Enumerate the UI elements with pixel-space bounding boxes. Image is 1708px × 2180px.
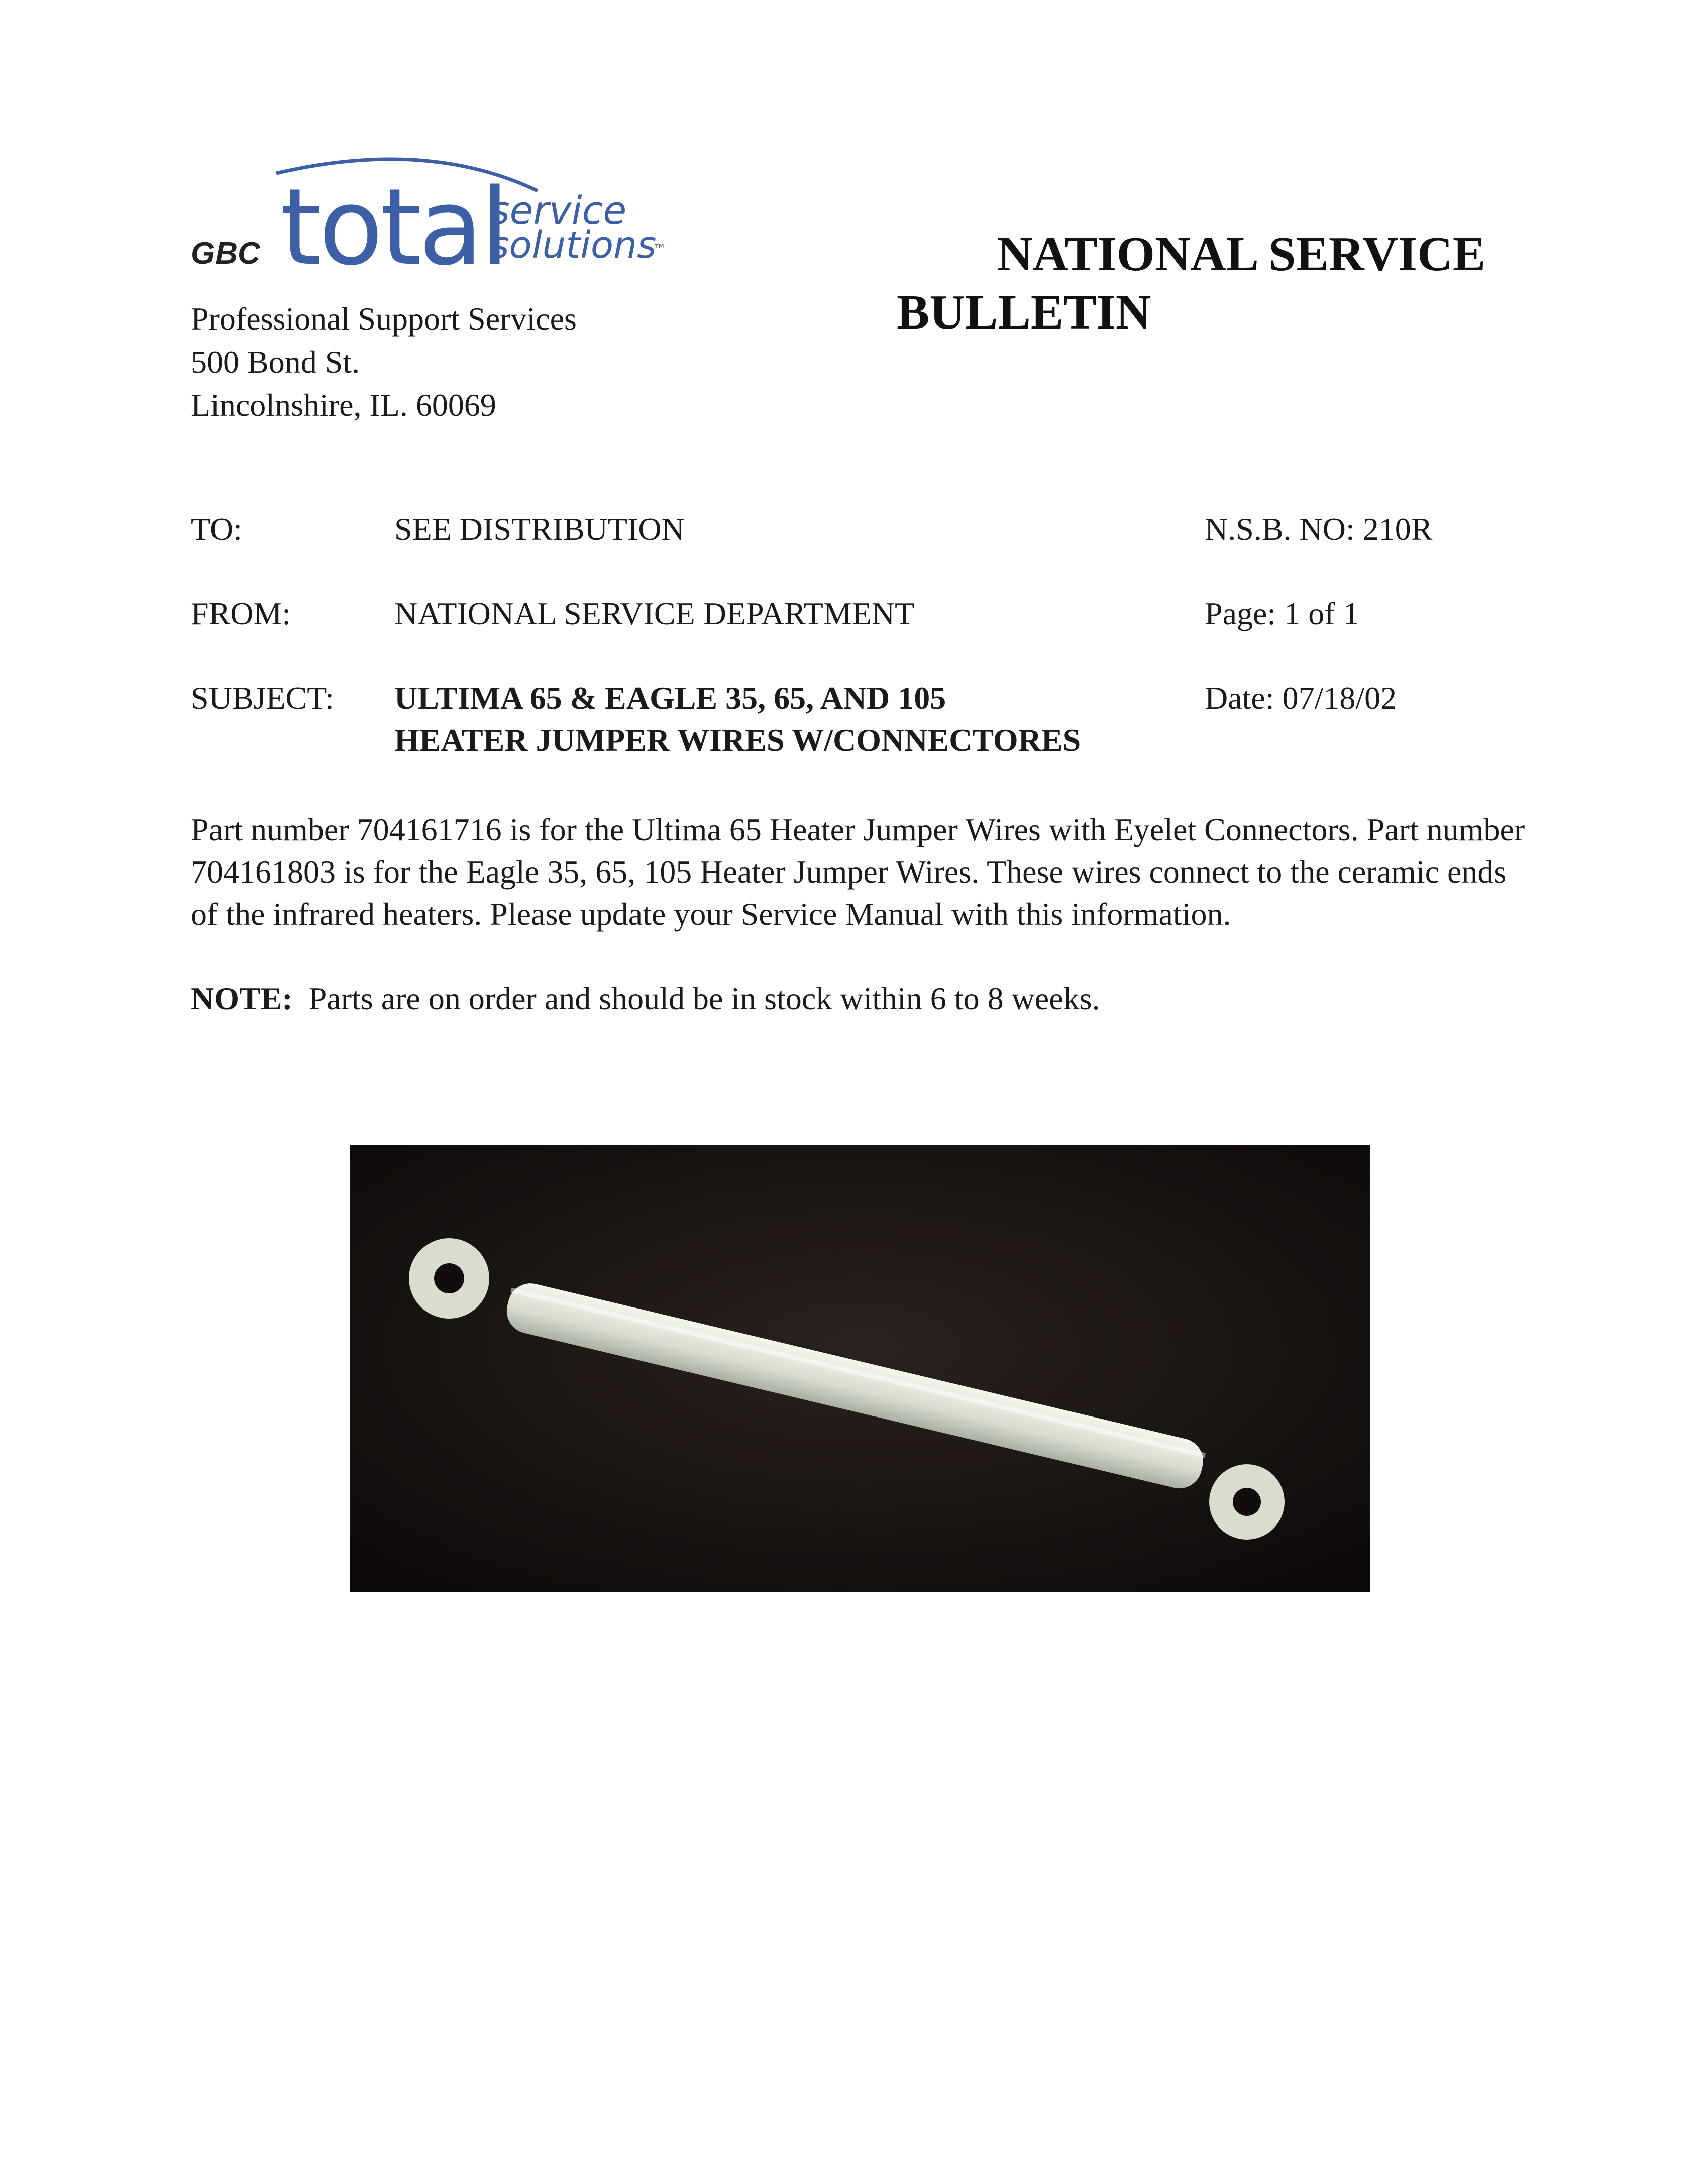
bulletin-title-line-2: BULLETIN xyxy=(897,285,1151,340)
address-line-2: 500 Bond St. xyxy=(191,344,360,380)
body-line-1: Part number 704161716 is for the Ultima 65 Heater Jumper Wires with Eyelet Connectors. Part number xyxy=(191,812,1525,847)
logo-line2: solutions xyxy=(490,224,657,267)
logo-word: total xyxy=(280,166,507,286)
note-label: NOTE: xyxy=(191,980,293,1016)
logo-tm: ™ xyxy=(653,242,666,257)
subject-label: SUBJECT: xyxy=(191,680,334,716)
body-line-3: of the infrared heaters. Please update your Service Manual with this information. xyxy=(191,896,1231,932)
subject-line-1: ULTIMA 65 & EAGLE 35, 65, AND 105 xyxy=(394,680,946,716)
from-label: FROM: xyxy=(191,596,291,631)
from-value: NATIONAL SERVICE DEPARTMENT xyxy=(394,596,915,631)
company-logo xyxy=(191,143,673,286)
note-text: Parts are on order and should be in stock within 6 to 8 weeks. xyxy=(308,980,1100,1016)
body-line-2: 704161803 is for the Eagle 35, 65, 105 Heater Jumper Wires. These wires connect to the ceramic ends xyxy=(191,854,1507,890)
heater-jumper-wire-photo xyxy=(350,1145,1370,1592)
address-line-3: Lincolnshire, IL. 60069 xyxy=(191,387,496,423)
jumper-wire-image-icon xyxy=(350,1145,1370,1592)
nsb-number: N.S.B. NO: 210R xyxy=(1205,511,1433,547)
bulletin-title-line-1: NATIONAL SERVICE xyxy=(997,227,1486,281)
subject-line-2: HEATER JUMPER WIRES W/CONNECTORES xyxy=(394,722,1081,758)
address-line-1: Professional Support Services xyxy=(191,301,577,337)
page-number: Page: 1 of 1 xyxy=(1205,596,1359,631)
to-label: TO: xyxy=(191,511,242,547)
to-value: SEE DISTRIBUTION xyxy=(394,511,685,547)
logo-brand: GBC xyxy=(191,236,260,271)
logo-line1: service xyxy=(490,188,627,233)
bulletin-date: Date: 07/18/02 xyxy=(1205,680,1397,716)
note xyxy=(191,977,1527,1020)
gbc-total-service-solutions-logo-icon xyxy=(191,143,673,286)
